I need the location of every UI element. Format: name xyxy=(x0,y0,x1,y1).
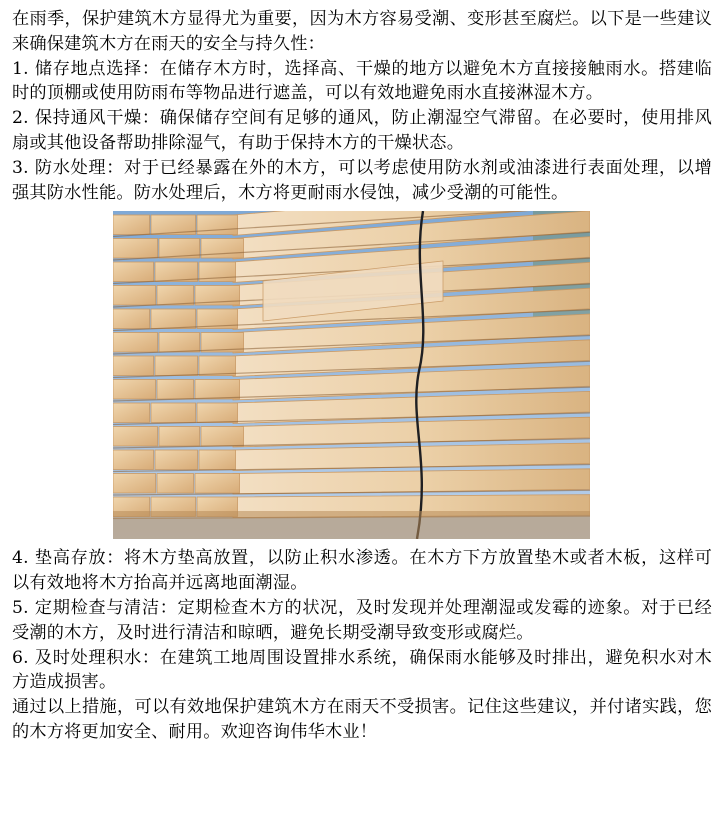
ground-shadow xyxy=(113,511,590,539)
board-end-grain xyxy=(157,474,194,494)
board-end-grain xyxy=(197,403,238,423)
board-end-grain xyxy=(113,333,158,353)
tip-drainage: 6. 及时处理积水：在建筑工地周围设置排水系统，确保雨水能够及时排出，避免积水对木方造成损害。 xyxy=(12,647,712,693)
board-end-grain xyxy=(155,356,198,376)
board-end-grain xyxy=(195,474,240,494)
lumber-stack-illustration xyxy=(113,211,590,539)
board-end-grain xyxy=(113,450,154,470)
tip-elevated-storage: 4. 垫高存放：将木方垫高放置，以防止积水渗透。在木方下方放置垫木或者木板，这样可以有效地将木方抬高并远离地面潮湿。 xyxy=(12,548,712,594)
board-end-grain xyxy=(155,262,198,282)
board-side-face xyxy=(233,469,590,494)
tip-storage-location: 1. 储存地点选择：在储存木方时，选择高、干燥的地方以避免木方直接接触雨水。搭建临时的顶棚或使用防雨布等物品进行遮盖，可以有效地避免雨水直接淋湿木方。 xyxy=(12,58,712,104)
board-end-grain xyxy=(113,215,150,235)
board-end-grain xyxy=(113,427,158,447)
board-end-grain xyxy=(113,403,150,423)
article xyxy=(12,7,712,745)
intro-paragraph: 在雨季，保护建筑木方显得尤为重要，因为木方容易受潮、变形甚至腐烂。以下是一些建议来确保建筑木方在雨天的安全与持久性： xyxy=(12,9,712,54)
board-end-grain xyxy=(157,286,194,306)
board-end-grain xyxy=(113,286,156,306)
lumber-stack-photo xyxy=(113,211,590,539)
board-end-grain xyxy=(157,380,194,400)
tip-ventilation: 2. 保持通风干燥：确保储存空间有足够的通风，防止潮湿空气滞留。在必要时，使用排风扇或其他设备帮助排除湿气，有助于保持木方的干燥状态。 xyxy=(12,108,712,153)
board-end-grain xyxy=(113,380,156,400)
board-end-grain xyxy=(151,309,196,329)
board-end-grain xyxy=(113,356,154,376)
board-end-grain xyxy=(113,239,158,259)
board-end-grain xyxy=(113,262,154,282)
board-end-grain xyxy=(159,427,200,447)
board-end-grain xyxy=(195,380,240,400)
board-end-grain xyxy=(199,450,236,470)
board-end-grain xyxy=(201,427,244,447)
board-end-grain xyxy=(155,450,198,470)
board-end-grain xyxy=(151,403,196,423)
tip-waterproofing: 3. 防水处理：对于已经暴露在外的木方，可以考虑使用防水剂或油漆进行表面处理，以增强其防水性能。防水处理后，木方将更耐雨水侵蚀，减少受潮的可能性。 xyxy=(12,157,712,203)
board-end-grain xyxy=(159,333,200,353)
board-end-grain xyxy=(199,356,236,376)
tip-inspection-cleaning: 5. 定期检查与清洁：定期检查木方的状况，及时发现并处理潮湿或发霉的迹象。对于已经受潮的木方，及时进行清洁和晾晒，避免长期受潮导致变形或腐烂。 xyxy=(12,597,712,643)
board-end-grain xyxy=(197,215,238,235)
closing-paragraph: 通过以上措施，可以有效地保护建筑木方在雨天不受损害。记住这些建议，并付诸实践，您的木方将更加安全、耐用。欢迎咨询伟华木业！ xyxy=(12,697,712,742)
board-end-grain xyxy=(113,474,156,494)
board-end-grain xyxy=(113,309,150,329)
